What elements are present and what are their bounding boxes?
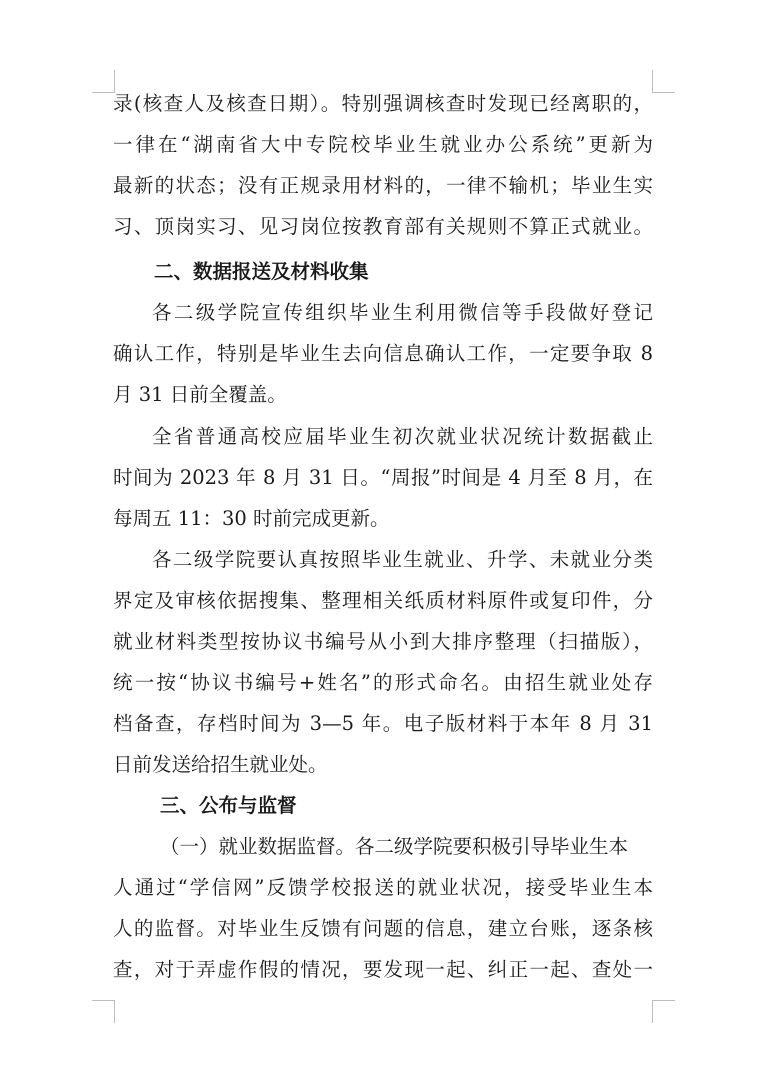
subsection-heading: （一）就业数据监督。 [160,835,356,858]
body-text-line: 录(核查人及核查日期）。特别强调核查时发现已经离职的， [113,92,653,115]
body-text-line: 最新的状态；没有正规录用材料的，一律不输机；毕业生实 [113,174,653,197]
body-text-line: 一律在“湖南省大中专院校毕业生就业办公系统”更新为 [113,133,653,156]
body-text-line: 确认工作，特别是毕业生去向信息确认工作，一定要争取 8 [113,342,653,365]
page-corner-mark-top-right [652,70,675,93]
body-text-line: 月 31 日前全覆盖。 [113,383,287,406]
section-heading: 二、数据报送及材料收集 [154,260,369,283]
body-text-line: 习、顶岗实习、见习岗位按教育部有关规则不算正式就业。 [113,215,653,238]
page-corner-mark-bottom-right [652,1000,675,1023]
section-heading: 三、公布与监督 [160,794,297,817]
body-text-line: 全省普通高校应届毕业生初次就业状况统计数据截止 [152,425,653,448]
body-text-line: 日前发送给招生就业处。 [113,753,328,776]
body-text-line: 各二级学院要认真按照毕业生就业、升学、未就业分类 [152,548,653,571]
body-text-line [160,833,628,861]
body-text-line: 统一按“协议书编号+姓名”的形式命名。由招生就业处存 [113,671,653,694]
body-text-line: 就业材料类型按协议书编号从小到大排序整理（扫描版）， [113,630,653,653]
body-text-line: 界定及审核依据搜集、整理相关纸质材料原件或复印件，分 [113,589,653,612]
body-text-line: 时间为 2023 年 8 月 31 日。“周报”时间是 4 月至 8 月，在 [113,466,653,489]
body-text-line: 各二级学院宣传组织毕业生利用微信等手段做好登记 [152,301,653,324]
body-text-run: 各二级学院要积极引导毕业生本 [355,835,629,858]
body-text-line: 档备查，存档时间为 3—5 年。电子版材料于本年 8 月 31 [113,712,653,735]
body-text-line: 每周五 11：30 时前完成更新。 [113,507,390,530]
body-text-line: 人的监督。对毕业生反馈有问题的信息，建立台账，逐条核 [113,917,653,940]
body-text-line: 人通过“学信网”反馈学校报送的就业状况，接受毕业生本 [113,876,653,899]
body-text-line: 查，对于弄虚作假的情况，要发现一起、纠正一起、查处一 [113,958,653,981]
page-corner-mark-top-left [92,70,115,93]
page-corner-mark-bottom-left [92,1000,115,1023]
